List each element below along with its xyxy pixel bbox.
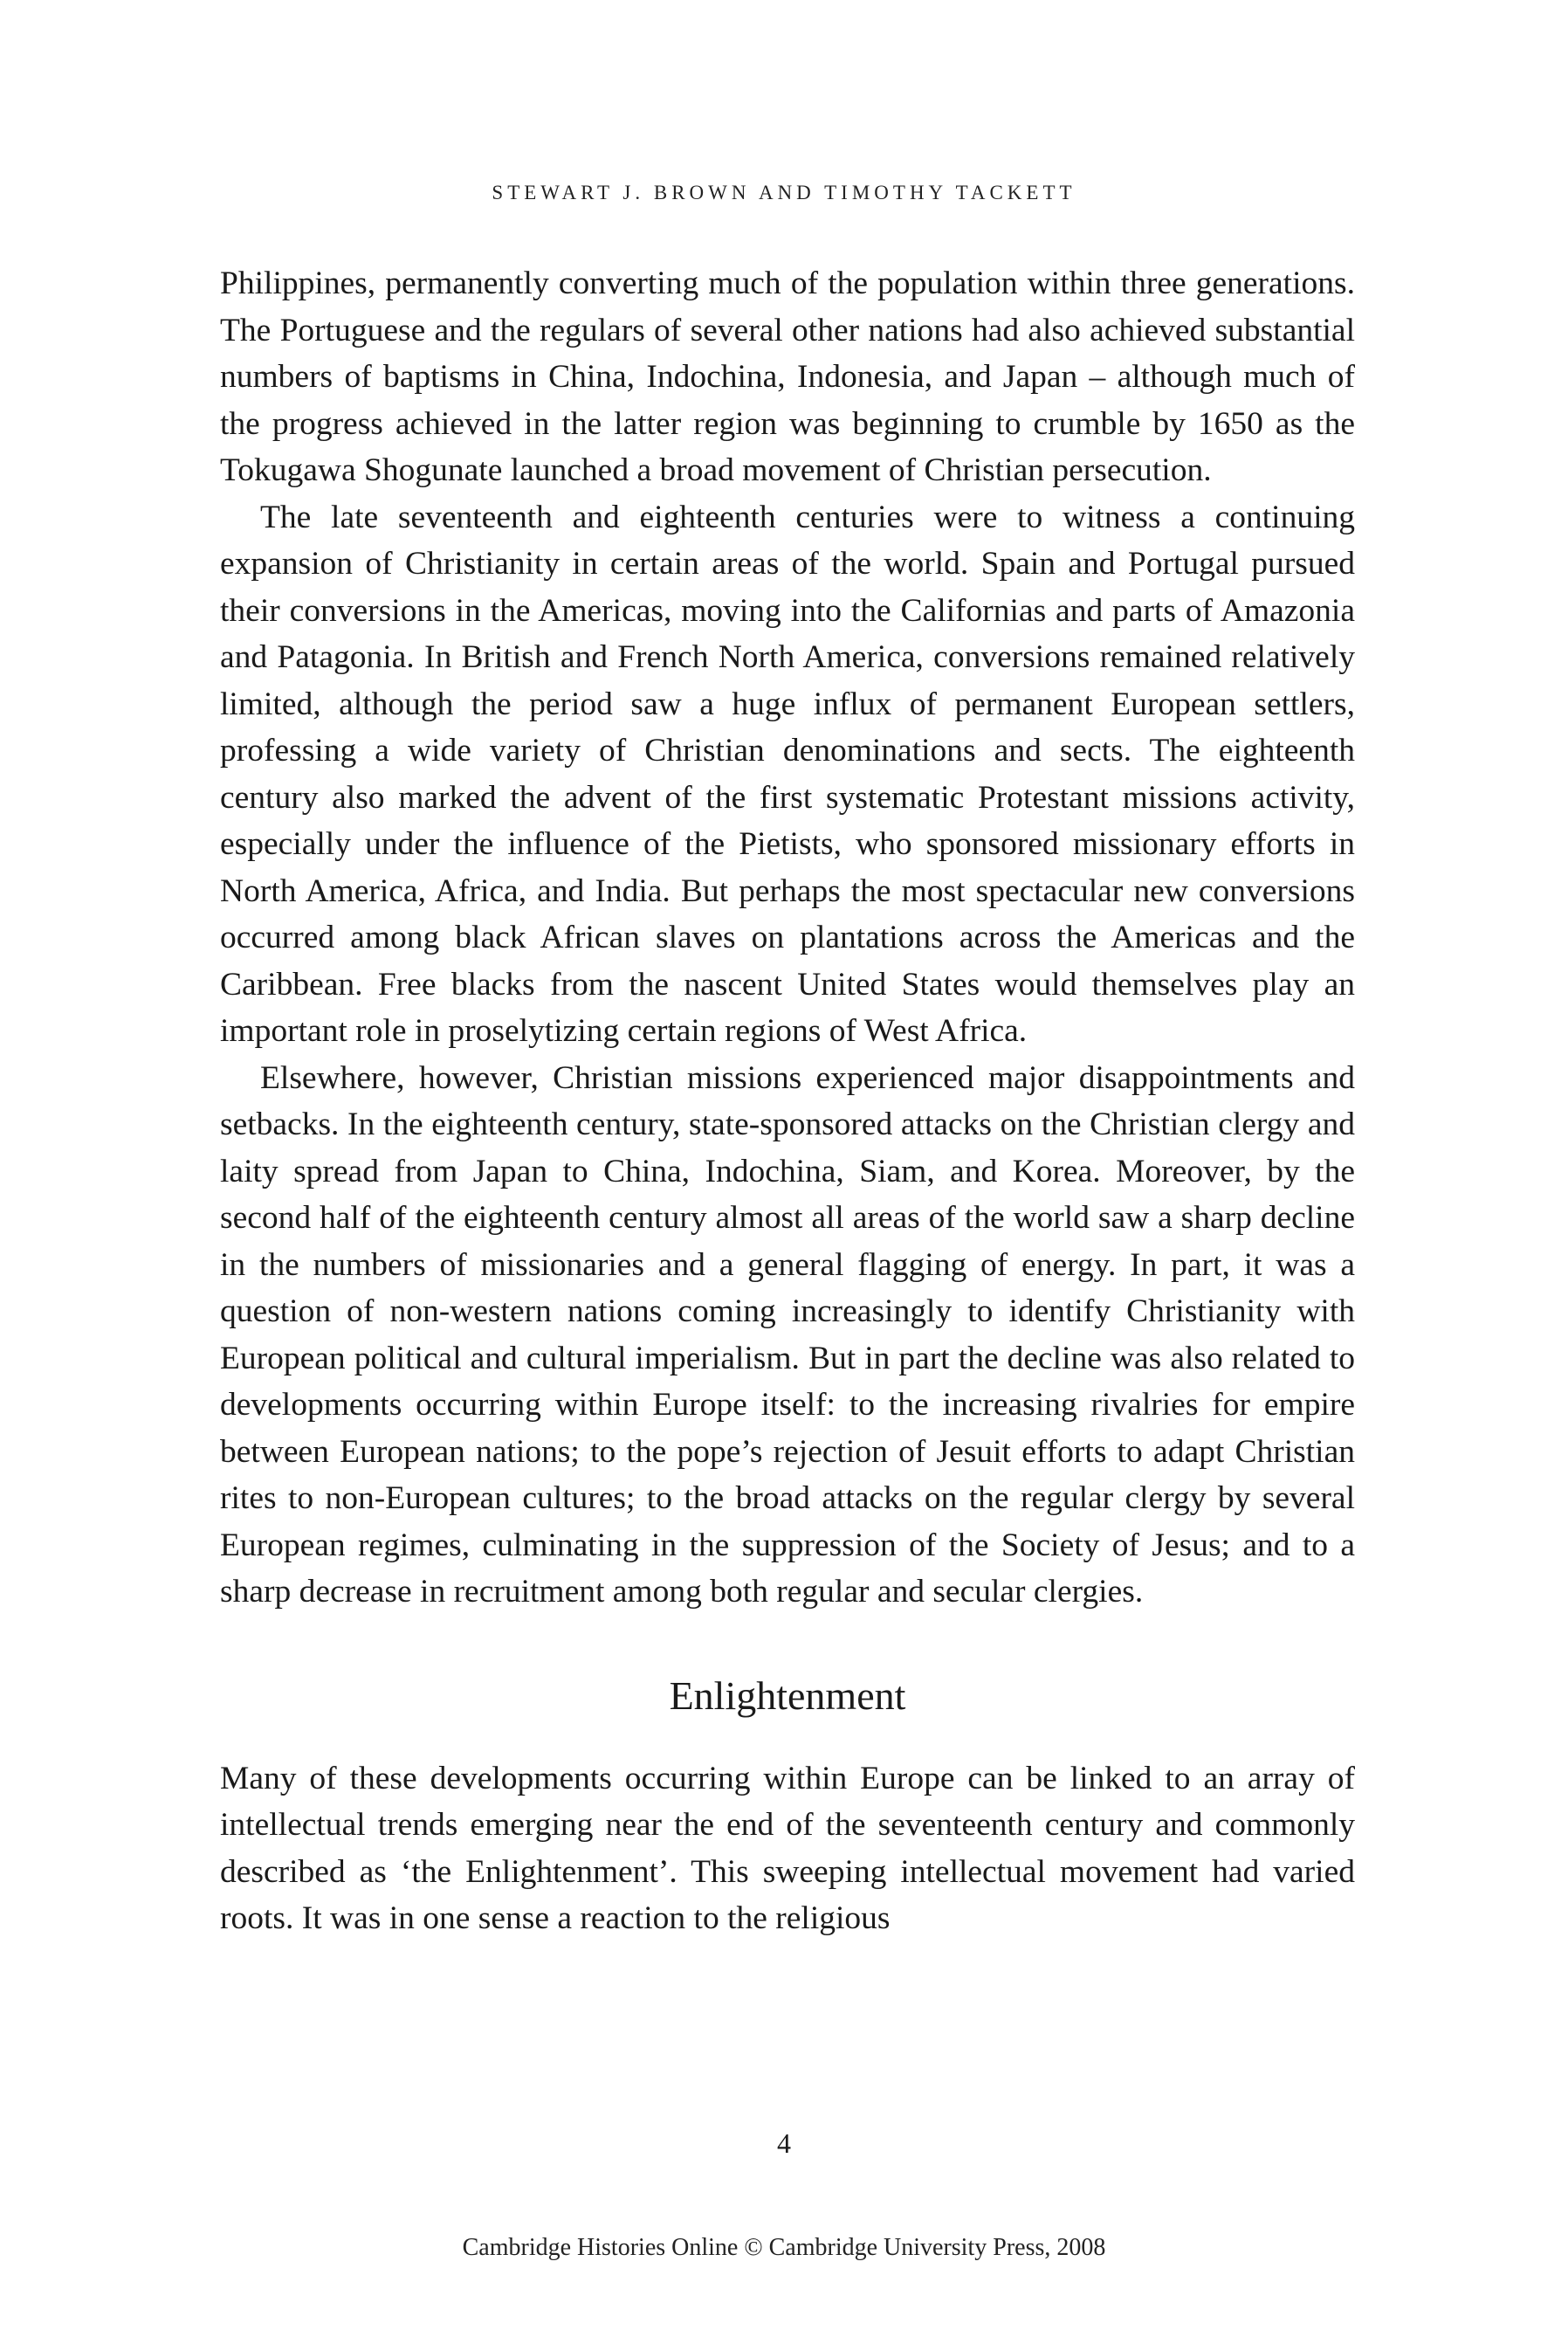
paragraph-2: The late seventeenth and eighteenth centuries were to witness a continuing expansion of Christianity in certain areas of the world. Spain and Portugal pursued their conversions in the Americas, moving into the Californias and parts of Amazonia and Patagonia. In British and French North America, conversions remained relatively limited, although the period saw a huge influx of permanent European settlers, professing a wide variety of Christian denominations and sects. The eighteenth century also marked the advent of the first systematic Protestant missions activity, especially under the influence of the Pietists, who sponsored missionary efforts in North America, Africa, and India. But perhaps the most spectacular new conversions occurred among black African slaves on plantations across the Americas and the Caribbean. Free blacks from the nascent United States would themselves play an important role in proselytizing certain regions of West Africa. [220,499,1355,1049]
paragraph-3: Elsewhere, however, Christian missions experienced major disappointments and setbacks. In the eighteenth century, state-sponsored attacks on the Christian clergy and laity spread from Japan to China, Indochina, Siam, and Korea. Moreover, by the second half of the eighteenth century almost all areas of the world saw a sharp decline in the numbers of missionaries and a general flagging of energy. In part, it was a question of non-western nations coming increasingly to identify Christianity with European political and cultural imperialism. But in part the decline was also related to developments occurring within Europe itself: to the increasing rivalries for empire between European nations; to the pope’s rejection of Jesuit efforts to adapt Christian rites to non-European cultures; to the broad attacks on the regular clergy by several European regimes, culminating in the suppression of the Society of Jesus; and to a sharp decrease in recruitment among both regular and secular clergies. [220,1059,1355,1610]
section-paragraph: Many of these developments occurring within Europe can be linked to an array of intellectual trends emerging near the end of the seventeenth century and commonly described as ‘the Enlightenment’. This sweeping intellectual movement had varied roots. It was in one sense a reaction to the religious [220,1760,1355,1936]
section-heading: Enlightenment [669,1672,906,1718]
page-number: 4 [777,2127,791,2159]
paragraph-1: Philippines, permanently converting much of the population within three generations. The Portuguese and the regulars of several other nations had also achieved substantial numbers of baptisms in China, Indochina, Indonesia, and Japan – although much of the progress achieved in the latter region was beginning to crumble by 1650 as the Tokugawa Shogunate launched a broad movement of Christian persecution. [220,265,1355,488]
body-text [220,260,1355,1942]
running-head: STEWART J. BROWN AND TIMOTHY TACKETT [492,182,1076,203]
copyright-footer: Cambridge Histories Online © Cambridge University Press, 2008 [462,2234,1106,2261]
